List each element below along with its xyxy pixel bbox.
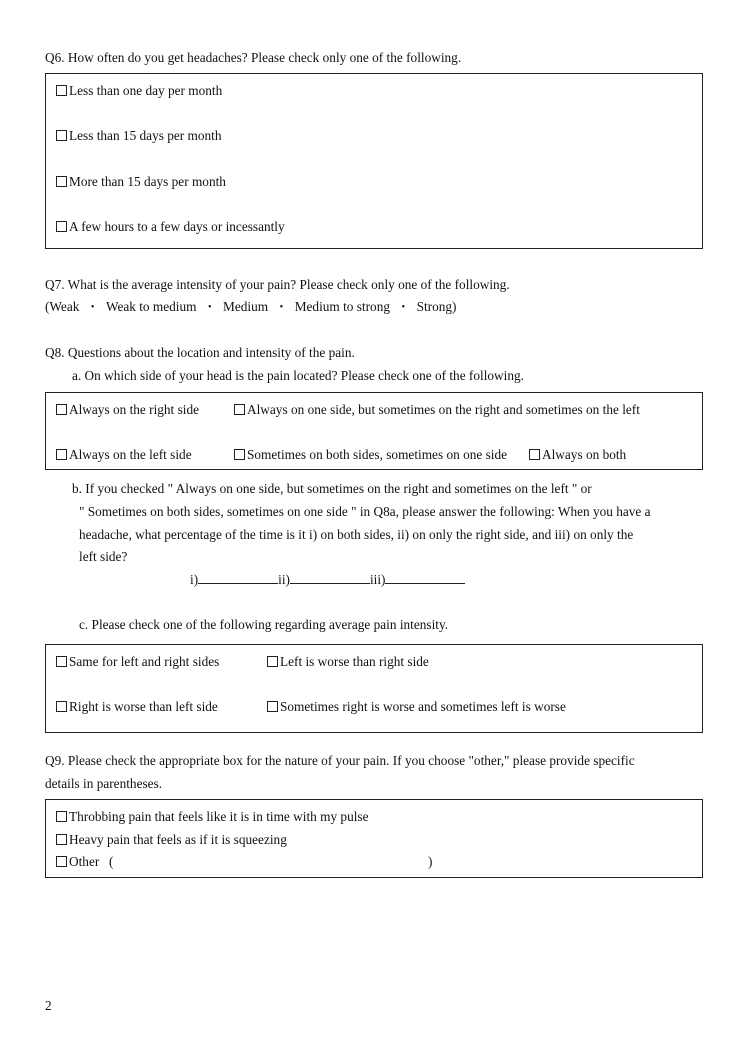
- checkbox-icon[interactable]: [267, 701, 278, 712]
- blank-iii-input[interactable]: [385, 571, 465, 584]
- q6-question: Q6. How often do you get headaches? Please check only one of the following.: [45, 50, 462, 65]
- checkbox-icon[interactable]: [56, 85, 67, 96]
- checkbox-icon[interactable]: [56, 834, 67, 845]
- checkbox-icon[interactable]: [529, 449, 540, 460]
- q8b-line-1: b. If you checked " Always on one side, but sometimes on the right and sometimes on the left " or: [72, 481, 592, 496]
- blank-label-iii: iii): [369, 572, 386, 587]
- q8-question: Q8. Questions about the location and intensity of the pain.: [45, 345, 355, 360]
- checkbox-icon[interactable]: [56, 656, 67, 667]
- q8a-text: a. On which side of your head is the pain located? Please check one of the following.: [72, 368, 524, 383]
- checkbox-icon[interactable]: [56, 811, 67, 822]
- checkbox-icon[interactable]: [234, 404, 245, 415]
- q8a-option-3[interactable]: Always on the left side: [56, 447, 192, 463]
- q8c-option-3[interactable]: Right is worse than left side: [56, 699, 218, 715]
- q6-option-4[interactable]: A few hours to a few days or incessantly: [56, 219, 285, 235]
- q8c-options-box: [45, 644, 703, 733]
- q9-options-box: [45, 799, 703, 878]
- q9-option-1[interactable]: Throbbing pain that feels like it is in time with my pulse: [56, 809, 369, 825]
- q8c-option-4[interactable]: Sometimes right is worse and sometimes left is worse: [267, 699, 566, 715]
- q8b-line-2: " Sometimes on both sides, sometimes on one side " in Q8a, please answer the following: When you have a: [79, 504, 651, 519]
- q8b-line-3: headache, what percentage of the time is it i) on both sides, ii) on only the right side, and iii) on only the: [79, 527, 634, 542]
- q9-other-close-paren: ): [428, 854, 433, 869]
- q9-option-3[interactable]: Other: [56, 854, 99, 870]
- checkbox-icon[interactable]: [267, 656, 278, 667]
- blank-label-i: i): [190, 572, 199, 587]
- q8a-option-2[interactable]: Always on one side, but sometimes on the right and sometimes on the left: [234, 402, 640, 418]
- q8a-option-5[interactable]: Always on both: [529, 447, 626, 463]
- checkbox-icon[interactable]: [56, 404, 67, 415]
- q9-line-2: details in parentheses.: [45, 776, 163, 791]
- q8a-option-1[interactable]: Always on the right side: [56, 402, 199, 418]
- checkbox-icon[interactable]: [56, 176, 67, 187]
- q9-other-open-paren: (: [109, 854, 114, 869]
- checkbox-icon[interactable]: [56, 130, 67, 141]
- q6-option-2[interactable]: Less than 15 days per month: [56, 128, 222, 144]
- q8c-option-1[interactable]: Same for left and right sides: [56, 654, 219, 670]
- q7-question: Q7. What is the average intensity of your pain? Please check only one of the following.: [45, 277, 510, 292]
- q8b-line-4: left side?: [79, 549, 128, 564]
- q9-option-2[interactable]: Heavy pain that feels as if it is squeezing: [56, 832, 287, 848]
- q7-scale: (Weak ・ Weak to medium ・ Medium ・ Medium to strong ・ Strong): [45, 299, 457, 314]
- blank-i-input[interactable]: [198, 571, 278, 584]
- q9-line-1: Q9. Please check the appropriate box for the nature of your pain. If you choose "other," please provide specific: [45, 753, 635, 768]
- checkbox-icon[interactable]: [56, 856, 67, 867]
- q8a-options-box: [45, 392, 703, 470]
- q8b-blanks: [190, 571, 465, 588]
- q8c-text: c. Please check one of the following regarding average pain intensity.: [79, 617, 449, 632]
- q8a-option-4[interactable]: Sometimes on both sides, sometimes on one side: [234, 447, 507, 463]
- blank-label-ii: ii): [278, 572, 290, 587]
- q6-option-1[interactable]: Less than one day per month: [56, 83, 222, 99]
- checkbox-icon[interactable]: [56, 449, 67, 460]
- q6-options-box: [45, 73, 703, 249]
- checkbox-icon[interactable]: [56, 221, 67, 232]
- checkbox-icon[interactable]: [234, 449, 245, 460]
- q9-other-input[interactable]: [121, 850, 421, 868]
- q8c-option-2[interactable]: Left is worse than right side: [267, 654, 429, 670]
- blank-ii-input[interactable]: [290, 571, 370, 584]
- q6-option-3[interactable]: More than 15 days per month: [56, 174, 226, 190]
- page-number: 2: [45, 998, 52, 1013]
- checkbox-icon[interactable]: [56, 701, 67, 712]
